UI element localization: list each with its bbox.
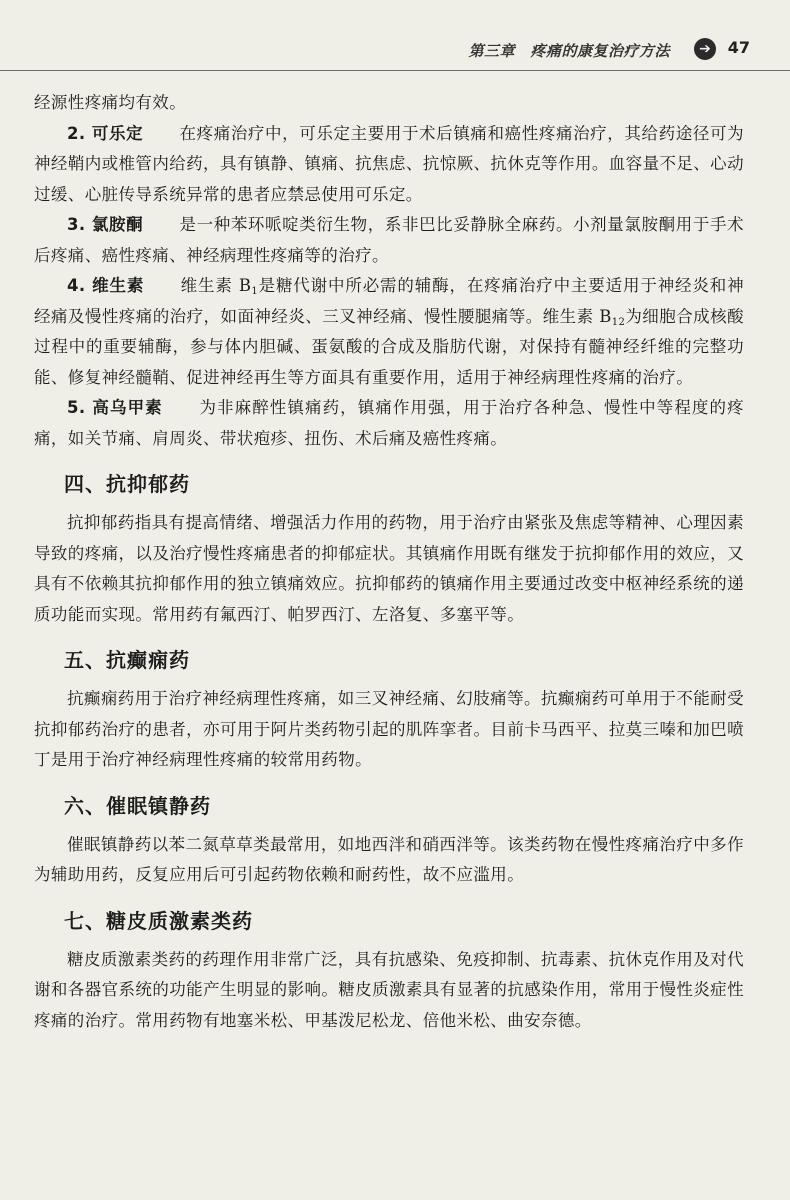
header-rule [0,70,790,71]
item-heading: 2. 可乐定 [67,123,144,143]
section-text-antiepileptics: 抗癫痫药用于治疗神经病理性疼痛，如三叉神经痛、幻肢痛等。抗癫痫药可单用于不能耐受抗抑郁药治疗的患者，亦可用于阿片类药物引起的肌阵挛者。目前卡马西平、拉莫三嗪和加巴喷丁是用于治疗神经病理性疼痛的较常用药物。 [34,689,744,769]
body-text [34,88,744,1036]
item-text: 在疼痛治疗中，可乐定主要用于术后镇痛和癌性疼痛治疗，其给药途径可为神经鞘内或椎管内给药，具有镇静、镇痛、抗焦虑、抗惊厥、抗休克等作用。血容量不足、心动过缓、心脏传导系统异常的患者应禁忌使用可乐定。 [34,123,744,204]
item-lappaconitine [34,393,744,454]
item-text: 维生素 $B_1$是糖代谢中所必需的辅酶，在疼痛治疗中主要适用于神经炎和神经痛及慢性疼痛的治疗，如面神经炎、三叉神经痛、慢性腰腿痛等。维生素 $B_{12}$为细胞合成核酸过程中的重要辅酶，参与体内胆碱、蛋氨酸的合成及脂肪代谢，对保持有髓神经纤维的完整功能、修复神经髓鞘、促进神经再生等方面具有重要作用，适用于神经病理性疼痛的治疗。 [34,276,745,387]
arrow-icon: ➔ [694,38,716,60]
section-text-antidepressants: 抗抑郁药指具有提高情绪、增强活力作用的药物，用于治疗由紧张及焦虑等精神、心理因素导致的疼痛，以及治疗慢性疼痛患者的抑郁症状。其镇痛作用既有继发于抗抑郁作用的效应，又具有不依赖其抗抑郁作用的独立镇痛效应。抗抑郁药的镇痛作用主要通过改变中枢神经系统的递质功能而实现。常用药有氟西汀、帕罗西汀、左洛复、多塞平等。 [34,513,744,624]
section-heading-antiepileptics: 五、抗癫痫药 [64,648,190,672]
paragraph-continuation: 经源性疼痛均有效。 [34,93,187,112]
item-text: 为非麻醉性镇痛药，镇痛作用强，用于治疗各种急、慢性中等程度的疼痛，如关节痛、肩周炎、带状疱疹、扭伤、术后痛及癌性疼痛。 [34,398,744,448]
page-number: 47 [727,38,750,57]
item-heading: 5. 高乌甲素 [67,398,163,417]
item-heading: 3. 氯胺酮 [67,215,144,234]
section-heading-glucocorticoids: 七、糖皮质激素类药 [64,908,253,933]
section-text-glucocorticoids: 糖皮质激素类药的药理作用非常广泛，具有抗感染、免疫抑制、抗毒素、抗休克作用及对代谢和各器官系统的功能产生明显的影响。糖皮质激素具有显著的抗感染作用，常用于慢性炎症性疼痛的治疗。常用药物有地塞米松、甲基泼尼松龙、倍他米松、曲安奈德。 [34,949,744,1030]
item-heading: 4. 维生素 [67,276,145,295]
section-text-sedatives: 催眠镇静药以苯二氮草草类最常用，如地西泮和硝西泮等。该类药物在慢性疼痛治疗中多作为辅助用药，反复应用后可引起药物依赖和耐药性，故不应滥用。 [34,834,744,884]
item-clonidine [34,119,744,211]
item-text: 是一种苯环哌啶类衍生物，系非巴比妥静脉全麻药。小剂量氯胺酮用于手术后疼痛、癌性疼痛、神经病理性疼痛等的治疗。 [34,215,744,265]
running-header [0,30,790,74]
item-vitamin [34,271,744,393]
item-ketamine [34,210,744,271]
section-heading-antidepressants: 四、抗抑郁药 [64,472,190,496]
chapter-title: 第三章 疼痛的康复治疗方法 [468,42,670,60]
section-heading-sedatives: 六、催眠镇静药 [64,793,211,818]
